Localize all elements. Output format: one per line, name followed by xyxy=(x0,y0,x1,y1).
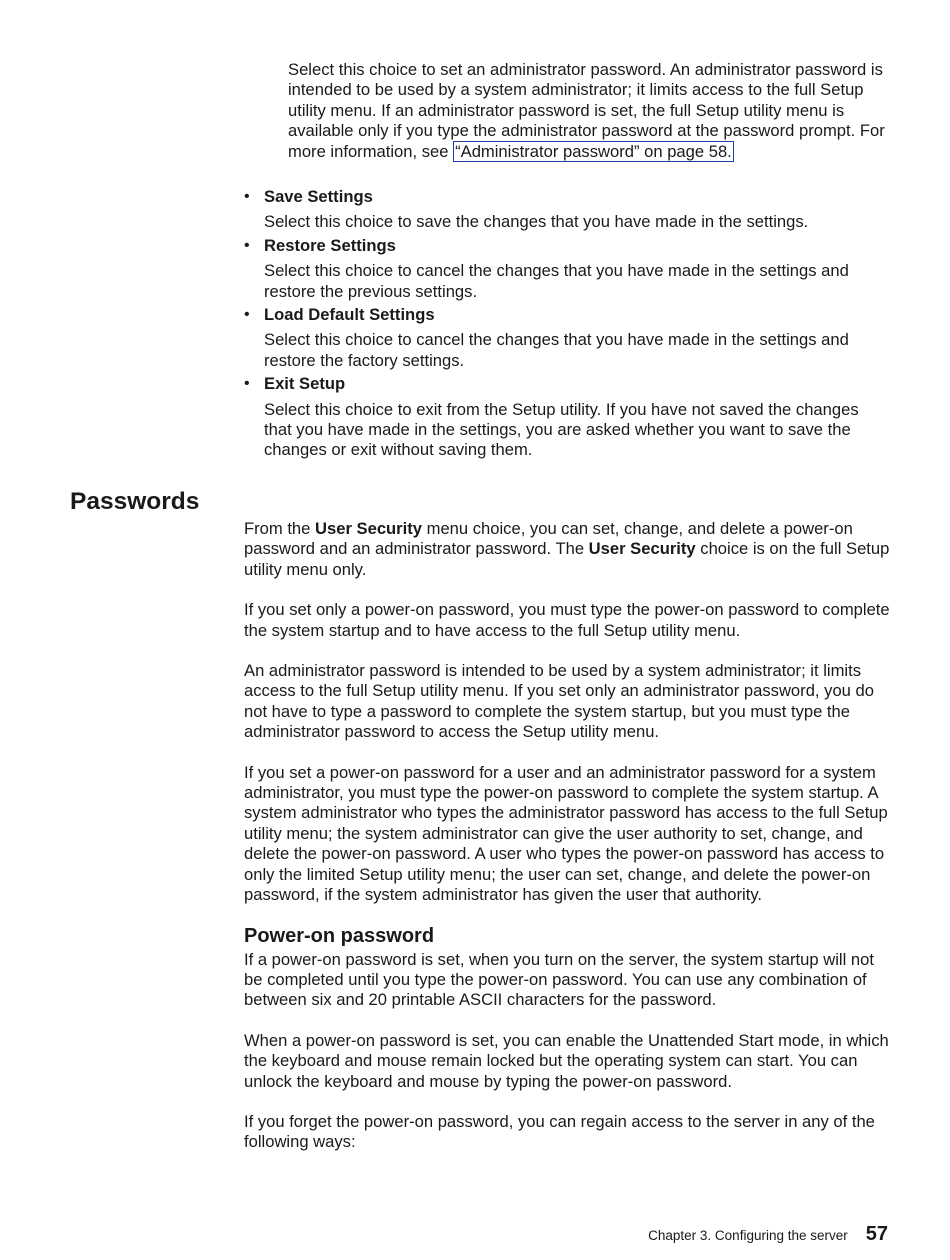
list-item xyxy=(244,187,889,233)
passwords-body xyxy=(244,519,894,1153)
list-item-title: Exit Setup xyxy=(264,374,346,394)
paragraph-text: choice is on the full Setup utility menu only. xyxy=(244,539,890,579)
bullet-icon: • xyxy=(244,236,250,254)
list-item xyxy=(244,374,889,461)
power-on-password-heading: Power-on password xyxy=(244,924,435,947)
bullet-icon: • xyxy=(244,188,250,205)
passwords-paragraph-3: An administrator password is intended to be used by a system administrator; it limits access to the full Setup utility menu. If you set only an administrator password, you do not have to type a password to complete the system startup, but you must type the administrator password to access the Setup utility menu. xyxy=(244,661,874,742)
list-item-title: Load Default Settings xyxy=(264,305,435,325)
passwords-paragraph-1 xyxy=(244,519,894,580)
list-item-description: Select this choice to exit from the Setup utility. If you have not saved the changes that you have made in the settings, you are asked whether you want to save the changes or exit without saving them. xyxy=(264,399,859,460)
list-item-description: Select this choice to cancel the changes that you have made in the settings and restore the factory settings. xyxy=(264,330,849,370)
bullet-icon: • xyxy=(244,306,250,324)
list-item xyxy=(244,236,889,302)
power-on-paragraph-2: When a power-on password is set, you can enable the Unattended Start mode, in which the keyboard and mouse remain locked but the operating system can start. You can unlock the keyboard and mouse by typing the power-on password. xyxy=(244,1030,889,1091)
list-item-description: Select this choice to save the changes that you have made in the settings. xyxy=(264,212,809,232)
user-security-term: User Security xyxy=(315,519,423,538)
paragraph-text: menu choice, you can set, change, and delete a power-on password and an administrator password. The xyxy=(244,519,853,559)
menu-choices-list xyxy=(244,187,889,464)
paragraph-text: From the xyxy=(244,519,316,538)
chapter-title: Chapter 3. Configuring the server xyxy=(648,1228,848,1243)
admin-password-description xyxy=(288,60,888,162)
bullet-icon: • xyxy=(244,375,250,393)
page-number: 57 xyxy=(865,1223,888,1245)
page-footer xyxy=(648,1223,888,1246)
list-item-title: Restore Settings xyxy=(264,235,396,255)
list-item-description: Select this choice to cancel the changes that you have made in the settings and restore the previous settings. xyxy=(264,261,849,301)
passwords-paragraph-4: If you set a power-on password for a user and an administrator password for a system administrator, you must type the power-on password to complete the system startup. A system administrator who types the administrator password has access to the full Setup utility menu; the system administrator can give the user authority to set, change, and delete the power-on password. A user who types the power-on password has access to only the limited Setup utility menu; the user can set, change, and delete the power-on password, if the system administrator has given the user that authority. xyxy=(244,762,888,905)
passwords-paragraph-2: If you set only a power-on password, you must type the power-on password to complete the system startup and to have access to the full Setup utility menu. xyxy=(244,600,890,640)
admin-password-text: Select this choice to set an administrator password. An administrator password is intended to be used by a system administrator; it limits access to the full Setup utility menu. If an administrator password is set, the full Setup utility menu is available only if you type the administrator password at the password prompt. For more information, see xyxy=(288,60,885,161)
power-on-paragraph-1: If a power-on password is set, when you turn on the server, the system startup will not be completed until you type the power-on password. You can use any combination of between six and 20 printable ASCII characters for the password. xyxy=(244,949,874,1010)
administrator-password-link[interactable]: “Administrator password” on page 58. xyxy=(455,141,732,161)
passwords-heading: Passwords xyxy=(70,488,200,515)
list-item xyxy=(244,305,889,371)
list-item-title: Save Settings xyxy=(264,187,373,206)
power-on-paragraph-3: If you forget the power-on password, you can regain access to the server in any of the following ways: xyxy=(244,1111,875,1152)
user-security-term: User Security xyxy=(588,539,696,559)
